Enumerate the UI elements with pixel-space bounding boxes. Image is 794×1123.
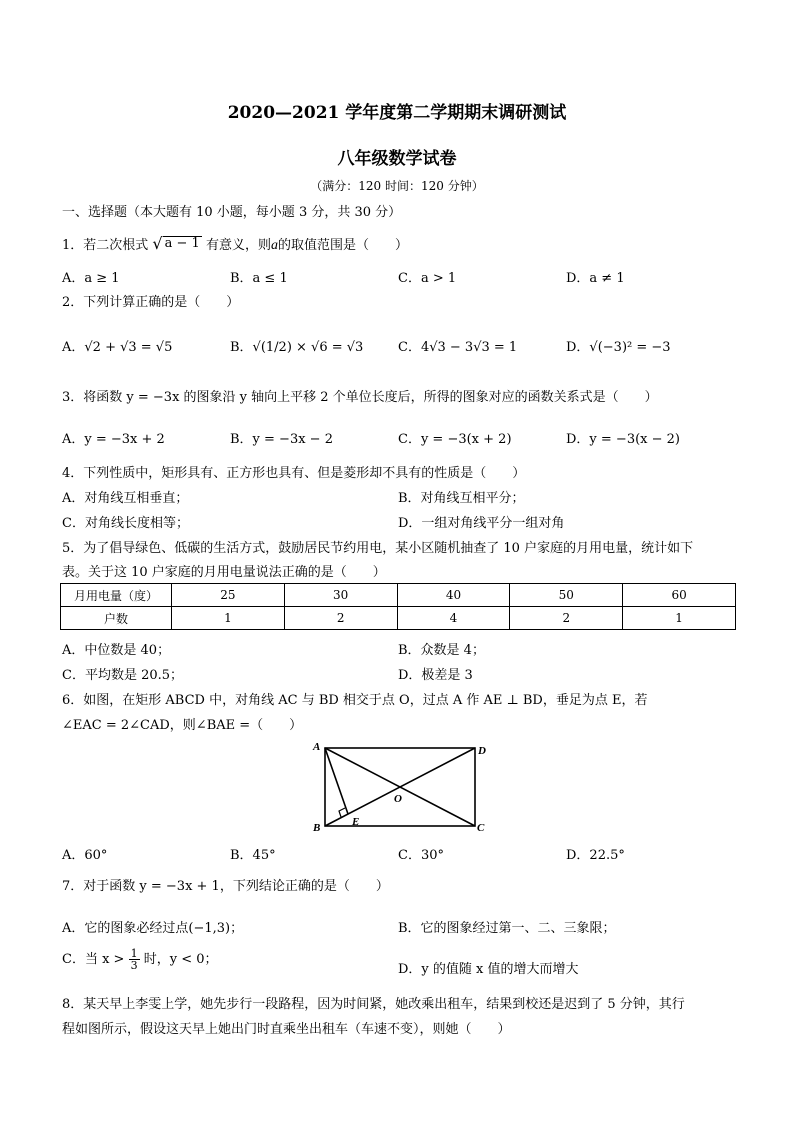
q7-option-c bbox=[62, 948, 218, 971]
figure-label-c: C bbox=[477, 822, 485, 834]
q1-option-c: C．a > 1 bbox=[398, 271, 457, 286]
table-cell: 50 bbox=[510, 584, 623, 607]
q3-option-a: A．y = −3x + 2 bbox=[62, 432, 165, 447]
q2-option-b: B．√(1/2) × √6 = √3 bbox=[230, 340, 364, 355]
q5-option-c: C．平均数是 20.5； bbox=[62, 668, 184, 683]
table-cell: 40 bbox=[397, 584, 510, 607]
q1-option-d: D．a ≠ 1 bbox=[566, 271, 625, 286]
rectangle-figure bbox=[305, 738, 495, 838]
table-cell: 2 bbox=[510, 607, 623, 630]
q3-option-b: B．y = −3x − 2 bbox=[230, 432, 333, 447]
question-4: 4．下列性质中，矩形具有、正方形也具有、但是菱形却不具有的性质是（ ） bbox=[62, 466, 526, 481]
question-6-line2: ∠EAC = 2∠CAD，则∠BAE =（ ） bbox=[62, 718, 303, 733]
q1-middle: 有意义，则 bbox=[205, 238, 271, 253]
q7-option-a: A．它的图象必经过点(−1,3)； bbox=[62, 921, 244, 936]
table-cell: 4 bbox=[397, 607, 510, 630]
table-cell: 2 bbox=[284, 607, 397, 630]
figure-label-a: A bbox=[313, 741, 321, 753]
question-8-line1: 8．某天早上李雯上学，她先步行一段路程，因为时间紧，她改乘出租车，结果到校还是迟到了 5 分钟，其行 bbox=[62, 997, 685, 1012]
q1-option-b: B．a ≤ 1 bbox=[230, 271, 288, 286]
section-heading: 一、选择题（本大题有 10 小题，每小题 3 分，共 30 分） bbox=[62, 205, 402, 220]
figure-label-d: D bbox=[478, 745, 486, 757]
q2-option-d: D．√(−3)² = −3 bbox=[566, 340, 671, 355]
table-header-cell: 月用电量（度） bbox=[61, 584, 172, 607]
q1-prefix: 1．若二次根式 bbox=[62, 238, 149, 253]
q5-option-a: A．中位数是 40； bbox=[62, 643, 171, 658]
exam-info: （满分：120 时间：120 分钟） bbox=[310, 179, 484, 193]
q4-option-c: C．对角线长度相等； bbox=[62, 516, 189, 531]
table-cell: 60 bbox=[623, 584, 736, 607]
q1-option-a: A．a ≥ 1 bbox=[62, 271, 120, 286]
table-row bbox=[61, 584, 736, 607]
figure-label-b: B bbox=[313, 822, 321, 834]
q1-var: a bbox=[270, 238, 278, 253]
question-7: 7．对于函数 y = −3x + 1，下列结论正确的是（ ） bbox=[62, 879, 389, 894]
q4-option-a: A．对角线互相垂直； bbox=[62, 491, 189, 506]
table-header-cell: 户数 bbox=[61, 607, 172, 630]
q4-option-d: D．一组对角线平分一组对角 bbox=[398, 516, 565, 531]
q4-option-b: B．对角线互相平分； bbox=[398, 491, 525, 506]
fraction-denominator: 3 bbox=[130, 959, 138, 972]
q7c-suffix: 时，y < 0； bbox=[143, 952, 218, 967]
q2-option-a: A．√2 + √3 = √5 bbox=[62, 340, 173, 355]
table-row bbox=[61, 607, 736, 630]
q1-radicand: a − 1 bbox=[164, 236, 200, 251]
figure-label-o: O bbox=[394, 793, 402, 805]
q6-option-c: C．30° bbox=[398, 848, 444, 863]
q5-option-b: B．众数是 4； bbox=[398, 643, 485, 658]
fraction-numerator: 1 bbox=[130, 947, 138, 960]
exam-title: 2020—2021 学年度第二学期期末调研测试 bbox=[227, 103, 567, 123]
figure-label-e: E bbox=[352, 816, 360, 828]
question-6-line1: 6．如图，在矩形 ABCD 中，对角线 AC 与 BD 相交于点 O，过点 A 作 AE ⊥ BD，垂足为点 E，若 bbox=[62, 693, 648, 708]
q7c-prefix: C．当 x > bbox=[62, 952, 125, 967]
q6-option-b: B．45° bbox=[230, 848, 276, 863]
q6-option-a: A．60° bbox=[62, 848, 108, 863]
q3-option-d: D．y = −3(x − 2) bbox=[566, 432, 680, 447]
question-8-line2: 程如图所示，假设这天早上她出门时直乘坐出租车（车速不变），则她（ ） bbox=[62, 1022, 511, 1037]
exam-subtitle: 八年级数学试卷 bbox=[337, 149, 457, 169]
q1-suffix: 的取值范围是（ ） bbox=[277, 238, 408, 253]
q2-option-c: C．4√3 − 3√3 = 1 bbox=[398, 340, 518, 355]
usage-table bbox=[60, 583, 736, 630]
table-cell: 1 bbox=[172, 607, 285, 630]
question-5-line1: 5．为了倡导绿色、低碳的生活方式，鼓励居民节约用电，某小区随机抽查了 10 户家庭的月用电量，统计如下 bbox=[62, 541, 694, 556]
table-cell: 25 bbox=[172, 584, 285, 607]
sqrt-icon: √ a − 1 bbox=[152, 234, 200, 253]
q7-option-d: D．y 的值随 x 值的增大而增大 bbox=[398, 962, 579, 977]
q5-option-d: D．极差是 3 bbox=[398, 668, 473, 683]
table-cell: 1 bbox=[623, 607, 736, 630]
q6-option-d: D．22.5° bbox=[566, 848, 625, 863]
q3-option-c: C．y = −3(x + 2) bbox=[398, 432, 512, 447]
question-2: 2．下列计算正确的是（ ） bbox=[62, 295, 240, 310]
fraction bbox=[129, 948, 140, 971]
question-3: 3．将函数 y = −3x 的图象沿 y 轴向上平移 2 个单位长度后，所得的图象对应的函数关系式是（ ） bbox=[62, 390, 658, 405]
table-cell: 30 bbox=[284, 584, 397, 607]
q7-option-b: B．它的图象经过第一、二、三象限； bbox=[398, 921, 616, 936]
question-5-line2: 表。关于这 10 户家庭的月用电量说法正确的是（ ） bbox=[62, 565, 386, 580]
question-1 bbox=[62, 234, 408, 254]
